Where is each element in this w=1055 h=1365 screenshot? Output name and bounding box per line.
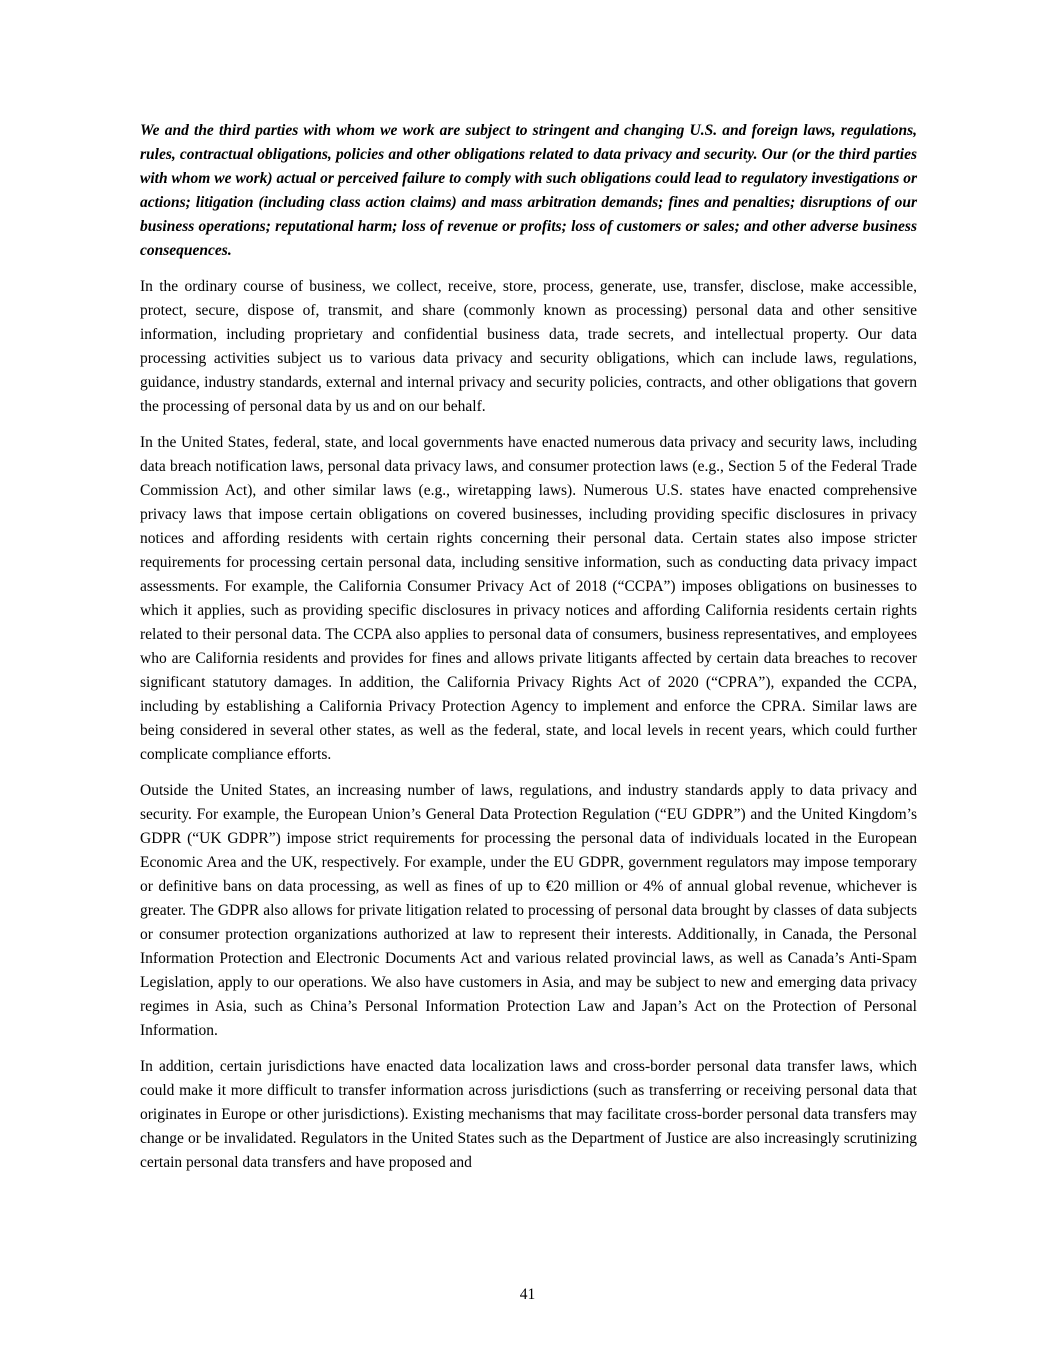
paragraph-us-privacy-laws: In the United States, federal, state, and local governments have enacted numerous data privacy and security laws, including data breach notification laws, personal data privacy laws, and consumer protection laws (e.g., Section 5 of the Federal Trade Commission Act), and other similar laws (e.g., wiretapping laws). Numerous U.S. states have enacted comprehensive privacy laws that impose certain obligations on covered businesses, including providing specific disclosures in privacy notices and affording residents with certain rights concerning their personal data. Certain states also impose stricter requirements for processing certain personal data, including sensitive information, such as conducting data privacy impact assessments. For example, the California Consumer Privacy Act of 2018 (“CCPA”) imposes obligations on businesses to which it applies, such as providing specific disclosures in privacy notices and affording California residents certain rights related to their personal data. The CCPA also applies to personal data of consumers, business representatives, and employees who are California residents and provides for fines and allows private litigants affected by certain data breaches to recover significant statutory damages. In addition, the California Privacy Rights Act of 2020 (“CPRA”), expanded the CCPA, including by establishing a California Privacy Protection Agency to implement and enforce the CPRA. Similar laws are being considered in several other states, as well as the federal, state, and local levels in recent years, which could further complicate compliance efforts. <box>140 434 917 763</box>
paragraph-data-processing: In the ordinary course of business, we collect, receive, store, process, generate, use, transfer, disclose, make accessible, protect, secure, dispose of, transmit, and share (commonly known as processing) personal data and other sensitive information, including proprietary and confidential business data, trade secrets, and intellectual property. Our data processing activities subject us to various data privacy and security obligations, which can include laws, regulations, guidance, industry standards, external and internal privacy and security policies, contracts, and other obligations that govern the processing of personal data by us and on our behalf. <box>140 278 917 415</box>
paragraph-international-privacy-laws: Outside the United States, an increasing number of laws, regulations, and industry standards apply to data privacy and security. For example, the European Union’s General Data Protection Regulation (“EU GDPR”) and the United Kingdom’s GDPR (“UK GDPR”) impose strict requirements for processing the personal data of individuals located in the European Economic Area and the UK, respectively. For example, under the EU GDPR, government regulators may impose temporary or definitive bans on data processing, as well as fines of up to €20 million or 4% of annual global revenue, whichever is greater. The GDPR also allows for private litigation related to processing of personal data brought by classes of data subjects or consumer protection organizations authorized at law to represent their interests. Additionally, in Canada, the Personal Information Protection and Electronic Documents Act and various related provincial laws, as well as Canada’s Anti-Spam Legislation, apply to our operations. We also have customers in Asia, and may be subject to new and emerging data privacy regimes in Asia, such as China’s Personal Information Protection Law and Japan’s Act on the Protection of Personal Information. <box>140 782 917 1039</box>
risk-factors-section <box>140 119 917 1187</box>
paragraph-data-localization: In addition, certain jurisdictions have enacted data localization laws and cross-border personal data transfer laws, which could make it more difficult to transfer information across jurisdictions (such as transferring or receiving personal data that originates in Europe or other jurisdictions). Existing mechanisms that may facilitate cross-border personal data transfers may change or be invalidated. Regulators in the United States such as the Department of Justice are also increasingly scrutinizing certain personal data transfers and have proposed and <box>140 1058 917 1171</box>
risk-factor-heading: We and the third parties with whom we work are subject to stringent and changing U.S. and foreign laws, regulations, rules, contractual obligations, policies and other obligations related to data privacy and security. Our (or the third parties with whom we work) actual or perceived failure to comply with such obligations could lead to regulatory investigations or actions; litigation (including class action claims) and mass arbitration demands; fines and penalties; disruptions of our business operations; reputational harm; loss of revenue or profits; loss of customers or sales; and other adverse business consequences. <box>140 122 917 259</box>
page-number: 41 <box>519 1286 536 1303</box>
